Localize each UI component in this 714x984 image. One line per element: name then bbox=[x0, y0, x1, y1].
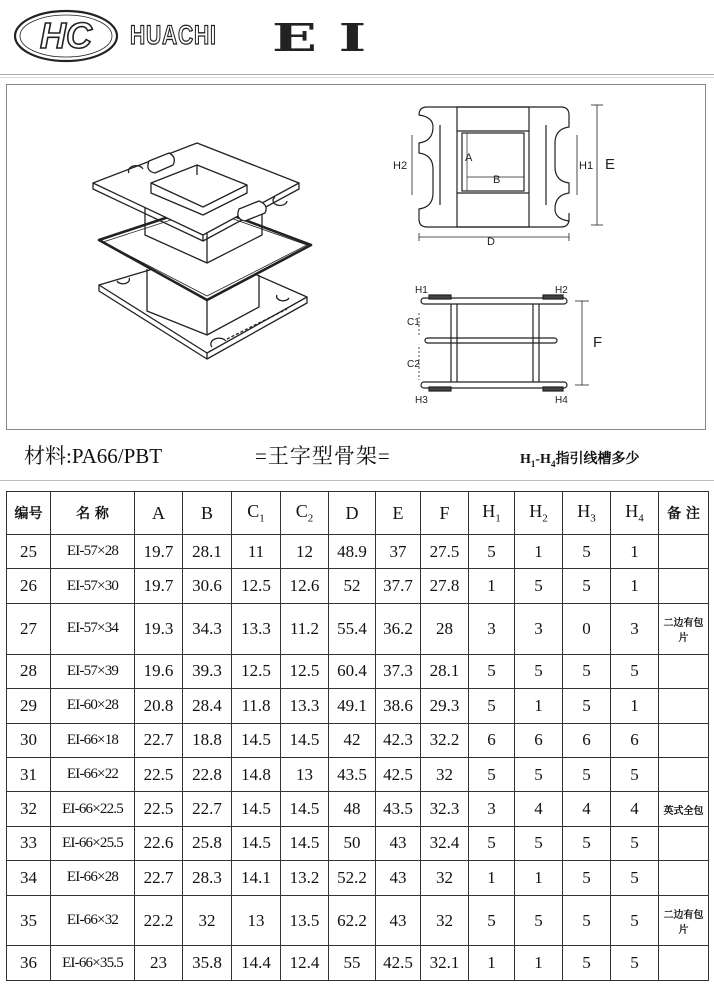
cell-h3: 5 bbox=[563, 757, 611, 791]
cell-d: 62.2 bbox=[329, 895, 376, 946]
cell-name: EI-66×35.5 bbox=[51, 946, 135, 981]
cell-h4: 5 bbox=[611, 654, 659, 688]
table-row bbox=[7, 689, 709, 723]
cell-name: EI-66×32 bbox=[51, 895, 135, 946]
cell-c2: 13.5 bbox=[281, 895, 329, 946]
cell-c1: 14.5 bbox=[232, 723, 281, 757]
cell-remark: 二边有包片 bbox=[659, 603, 709, 654]
cell-c1: 13 bbox=[232, 895, 281, 946]
cell-h2: 6 bbox=[515, 723, 563, 757]
cell-b: 22.7 bbox=[183, 792, 232, 826]
cell-b: 28.4 bbox=[183, 689, 232, 723]
cell-e: 43 bbox=[376, 861, 421, 895]
cell-c1: 12.5 bbox=[232, 654, 281, 688]
cell-d: 52.2 bbox=[329, 861, 376, 895]
drawing-canvas bbox=[7, 85, 705, 429]
cell-f: 32 bbox=[421, 757, 469, 791]
cell-name: EI-60×28 bbox=[51, 689, 135, 723]
table-row bbox=[7, 861, 709, 895]
cell-no: 29 bbox=[7, 689, 51, 723]
cell-c2: 12.6 bbox=[281, 569, 329, 603]
dim-label-b: B bbox=[493, 174, 501, 186]
cell-name: EI-66×25.5 bbox=[51, 826, 135, 860]
cell-c1: 14.5 bbox=[232, 826, 281, 860]
cell-e: 42.5 bbox=[376, 757, 421, 791]
table-row bbox=[7, 654, 709, 688]
cell-h1: 5 bbox=[469, 757, 515, 791]
cell-h1: 1 bbox=[469, 946, 515, 981]
side-label-f: F bbox=[593, 334, 603, 351]
cell-remark: 二边有包片 bbox=[659, 895, 709, 946]
cell-remark bbox=[659, 861, 709, 895]
cell-h2: 5 bbox=[515, 569, 563, 603]
cell-e: 37 bbox=[376, 535, 421, 569]
cell-e: 37.3 bbox=[376, 654, 421, 688]
product-type-title: EI bbox=[272, 15, 388, 60]
cell-e: 42.3 bbox=[376, 723, 421, 757]
cell-name: EI-57×30 bbox=[51, 569, 135, 603]
cell-d: 48.9 bbox=[329, 535, 376, 569]
cell-e: 43 bbox=[376, 895, 421, 946]
cell-c2: 13.3 bbox=[281, 689, 329, 723]
cell-h1: 5 bbox=[469, 826, 515, 860]
cell-h2: 5 bbox=[515, 757, 563, 791]
header-divider bbox=[0, 74, 714, 75]
cell-h1: 5 bbox=[469, 895, 515, 946]
cell-a: 19.7 bbox=[135, 535, 183, 569]
header-divider-secondary bbox=[0, 77, 714, 78]
cell-c1: 11 bbox=[232, 535, 281, 569]
cell-d: 60.4 bbox=[329, 654, 376, 688]
header-h1: $H_1$ bbox=[469, 492, 515, 535]
cell-f: 28 bbox=[421, 603, 469, 654]
side-label-h1: H1 bbox=[415, 285, 428, 296]
bobbin-top-view bbox=[412, 105, 603, 241]
cell-c2: 14.5 bbox=[281, 826, 329, 860]
note-text: 指引线槽多少 bbox=[555, 452, 640, 467]
cell-remark: 英式全包 bbox=[659, 792, 709, 826]
cell-h2: 5 bbox=[515, 654, 563, 688]
table-row bbox=[7, 792, 709, 826]
dim-label-d: D bbox=[487, 236, 495, 248]
table-row bbox=[7, 569, 709, 603]
cell-f: 32 bbox=[421, 895, 469, 946]
dim-label-a: A bbox=[465, 152, 473, 164]
cell-h2: 5 bbox=[515, 826, 563, 860]
header-c1: $C_1$ bbox=[232, 492, 281, 535]
cell-d: 50 bbox=[329, 826, 376, 860]
cell-b: 30.6 bbox=[183, 569, 232, 603]
cell-name: EI-66×18 bbox=[51, 723, 135, 757]
cell-e: 37.7 bbox=[376, 569, 421, 603]
cell-e: 36.2 bbox=[376, 603, 421, 654]
cell-name: EI-66×28 bbox=[51, 861, 135, 895]
cell-h2: 5 bbox=[515, 895, 563, 946]
cell-no: 27 bbox=[7, 603, 51, 654]
technical-drawing bbox=[6, 84, 706, 430]
cell-f: 29.3 bbox=[421, 689, 469, 723]
cell-a: 19.6 bbox=[135, 654, 183, 688]
header-h2: $H_2$ bbox=[515, 492, 563, 535]
cell-b: 28.1 bbox=[183, 535, 232, 569]
cell-d: 55 bbox=[329, 946, 376, 981]
cell-d: 52 bbox=[329, 569, 376, 603]
cell-h2: 3 bbox=[515, 603, 563, 654]
cell-h3: 5 bbox=[563, 826, 611, 860]
cell-no: 35 bbox=[7, 895, 51, 946]
cell-a: 20.8 bbox=[135, 689, 183, 723]
cell-h1: 1 bbox=[469, 569, 515, 603]
cell-b: 32 bbox=[183, 895, 232, 946]
cell-h3: 5 bbox=[563, 569, 611, 603]
note-sub-1: 1 bbox=[530, 458, 536, 469]
cell-f: 28.1 bbox=[421, 654, 469, 688]
cell-f: 32.2 bbox=[421, 723, 469, 757]
cell-h1: 5 bbox=[469, 654, 515, 688]
cell-h3: 5 bbox=[563, 689, 611, 723]
cell-h2: 1 bbox=[515, 946, 563, 981]
cell-h3: 5 bbox=[563, 861, 611, 895]
header-c2: $C_2$ bbox=[281, 492, 329, 535]
cell-h1: 5 bbox=[469, 535, 515, 569]
cell-a: 22.6 bbox=[135, 826, 183, 860]
cell-h4: 1 bbox=[611, 569, 659, 603]
cell-name: EI-66×22.5 bbox=[51, 792, 135, 826]
wire-slot-note bbox=[520, 448, 639, 469]
cell-h1: 1 bbox=[469, 861, 515, 895]
cell-no: 31 bbox=[7, 757, 51, 791]
cell-b: 25.8 bbox=[183, 826, 232, 860]
cell-e: 43.5 bbox=[376, 792, 421, 826]
note-sub-4: 4 bbox=[550, 458, 556, 469]
cell-a: 23 bbox=[135, 946, 183, 981]
cell-a: 22.7 bbox=[135, 723, 183, 757]
cell-no: 26 bbox=[7, 569, 51, 603]
cell-h4: 5 bbox=[611, 757, 659, 791]
note-h: H bbox=[520, 452, 531, 467]
dim-label-h1: H1 bbox=[579, 160, 594, 172]
cell-c1: 14.1 bbox=[232, 861, 281, 895]
cell-c2: 12.5 bbox=[281, 654, 329, 688]
cell-h3: 4 bbox=[563, 792, 611, 826]
cell-f: 32 bbox=[421, 861, 469, 895]
cell-b: 39.3 bbox=[183, 654, 232, 688]
cell-no: 33 bbox=[7, 826, 51, 860]
cell-no: 30 bbox=[7, 723, 51, 757]
cell-a: 19.3 bbox=[135, 603, 183, 654]
header-no: 编号 bbox=[7, 492, 51, 535]
cell-name: EI-57×39 bbox=[51, 654, 135, 688]
cell-h4: 4 bbox=[611, 792, 659, 826]
dim-label-e: E bbox=[605, 156, 616, 173]
header-f: F bbox=[421, 492, 469, 535]
bobbin-type-title: =王字型骨架= bbox=[255, 444, 391, 468]
bobbin-isometric-view bbox=[93, 143, 311, 359]
cell-c2: 13.2 bbox=[281, 861, 329, 895]
huachi-logo bbox=[12, 8, 120, 64]
cell-h4: 5 bbox=[611, 826, 659, 860]
cell-no: 28 bbox=[7, 654, 51, 688]
cell-no: 25 bbox=[7, 535, 51, 569]
cell-remark bbox=[659, 569, 709, 603]
header-b: B bbox=[183, 492, 232, 535]
cell-h3: 5 bbox=[563, 654, 611, 688]
side-label-h4: H4 bbox=[555, 395, 568, 406]
cell-h4: 1 bbox=[611, 535, 659, 569]
cell-h1: 3 bbox=[469, 792, 515, 826]
cell-a: 22.2 bbox=[135, 895, 183, 946]
cell-c2: 11.2 bbox=[281, 603, 329, 654]
cell-h4: 5 bbox=[611, 895, 659, 946]
cell-h3: 6 bbox=[563, 723, 611, 757]
table-header-row bbox=[7, 492, 709, 535]
note-dash-h: -H bbox=[535, 452, 551, 467]
table-body bbox=[7, 535, 709, 981]
header-h4: $H_4$ bbox=[611, 492, 659, 535]
cell-e: 43 bbox=[376, 826, 421, 860]
caption-divider bbox=[0, 480, 714, 481]
header-d: D bbox=[329, 492, 376, 535]
dim-label-h2: H2 bbox=[393, 160, 408, 172]
cell-c1: 14.8 bbox=[232, 757, 281, 791]
cell-c2: 12.4 bbox=[281, 946, 329, 981]
brand-name: HUACHI bbox=[130, 20, 217, 50]
bobbin-side-view bbox=[419, 295, 589, 391]
cell-c2: 14.5 bbox=[281, 723, 329, 757]
cell-name: EI-66×22 bbox=[51, 757, 135, 791]
spec-table bbox=[6, 491, 709, 981]
cell-h1: 5 bbox=[469, 689, 515, 723]
cell-no: 36 bbox=[7, 946, 51, 981]
cell-remark bbox=[659, 946, 709, 981]
side-label-c1: C1 bbox=[407, 317, 420, 328]
material-label: 材料:PA66/PBT bbox=[24, 444, 163, 468]
cell-f: 32.3 bbox=[421, 792, 469, 826]
cell-h2: 1 bbox=[515, 861, 563, 895]
cell-h1: 6 bbox=[469, 723, 515, 757]
logo-text: HC bbox=[40, 15, 92, 56]
cell-a: 22.5 bbox=[135, 792, 183, 826]
table-row bbox=[7, 603, 709, 654]
cell-c1: 14.5 bbox=[232, 792, 281, 826]
cell-d: 48 bbox=[329, 792, 376, 826]
table-row bbox=[7, 757, 709, 791]
cell-h2: 1 bbox=[515, 535, 563, 569]
cell-h3: 0 bbox=[563, 603, 611, 654]
cell-remark bbox=[659, 535, 709, 569]
cell-h3: 5 bbox=[563, 895, 611, 946]
cell-c1: 11.8 bbox=[232, 689, 281, 723]
cell-d: 55.4 bbox=[329, 603, 376, 654]
header-a: A bbox=[135, 492, 183, 535]
cell-c1: 13.3 bbox=[232, 603, 281, 654]
cell-a: 22.5 bbox=[135, 757, 183, 791]
cell-b: 18.8 bbox=[183, 723, 232, 757]
cell-h4: 6 bbox=[611, 723, 659, 757]
cell-b: 22.8 bbox=[183, 757, 232, 791]
table-row bbox=[7, 895, 709, 946]
table-row bbox=[7, 946, 709, 981]
cell-h4: 3 bbox=[611, 603, 659, 654]
header-name: 名 称 bbox=[51, 492, 135, 535]
cell-f: 27.5 bbox=[421, 535, 469, 569]
cell-c2: 12 bbox=[281, 535, 329, 569]
cell-name: EI-57×28 bbox=[51, 535, 135, 569]
cell-h3: 5 bbox=[563, 535, 611, 569]
page-header bbox=[0, 0, 714, 72]
cell-b: 34.3 bbox=[183, 603, 232, 654]
cell-remark bbox=[659, 757, 709, 791]
cell-h4: 5 bbox=[611, 861, 659, 895]
cell-name: EI-57×34 bbox=[51, 603, 135, 654]
cell-h2: 4 bbox=[515, 792, 563, 826]
cell-a: 19.7 bbox=[135, 569, 183, 603]
cell-remark bbox=[659, 826, 709, 860]
cell-no: 32 bbox=[7, 792, 51, 826]
cell-d: 42 bbox=[329, 723, 376, 757]
table-row bbox=[7, 723, 709, 757]
cell-remark bbox=[659, 654, 709, 688]
header-remark: 备 注 bbox=[659, 492, 709, 535]
cell-f: 27.8 bbox=[421, 569, 469, 603]
cell-remark bbox=[659, 723, 709, 757]
cell-a: 22.7 bbox=[135, 861, 183, 895]
cell-h3: 5 bbox=[563, 946, 611, 981]
cell-h2: 1 bbox=[515, 689, 563, 723]
cell-h1: 3 bbox=[469, 603, 515, 654]
header-h3: $H_3$ bbox=[563, 492, 611, 535]
table-row bbox=[7, 535, 709, 569]
side-label-h2: H2 bbox=[555, 285, 568, 296]
cell-h4: 5 bbox=[611, 946, 659, 981]
table-row bbox=[7, 826, 709, 860]
cell-f: 32.4 bbox=[421, 826, 469, 860]
cell-b: 28.3 bbox=[183, 861, 232, 895]
side-label-c2: C2 bbox=[407, 359, 420, 370]
cell-e: 42.5 bbox=[376, 946, 421, 981]
cell-c2: 14.5 bbox=[281, 792, 329, 826]
cell-f: 32.1 bbox=[421, 946, 469, 981]
header-e: E bbox=[376, 492, 421, 535]
cell-h4: 1 bbox=[611, 689, 659, 723]
cell-d: 49.1 bbox=[329, 689, 376, 723]
cell-remark bbox=[659, 689, 709, 723]
cell-d: 43.5 bbox=[329, 757, 376, 791]
cell-c2: 13 bbox=[281, 757, 329, 791]
cell-c1: 14.4 bbox=[232, 946, 281, 981]
cell-e: 38.6 bbox=[376, 689, 421, 723]
cell-b: 35.8 bbox=[183, 946, 232, 981]
cell-c1: 12.5 bbox=[232, 569, 281, 603]
cell-no: 34 bbox=[7, 861, 51, 895]
side-label-h3: H3 bbox=[415, 395, 428, 406]
